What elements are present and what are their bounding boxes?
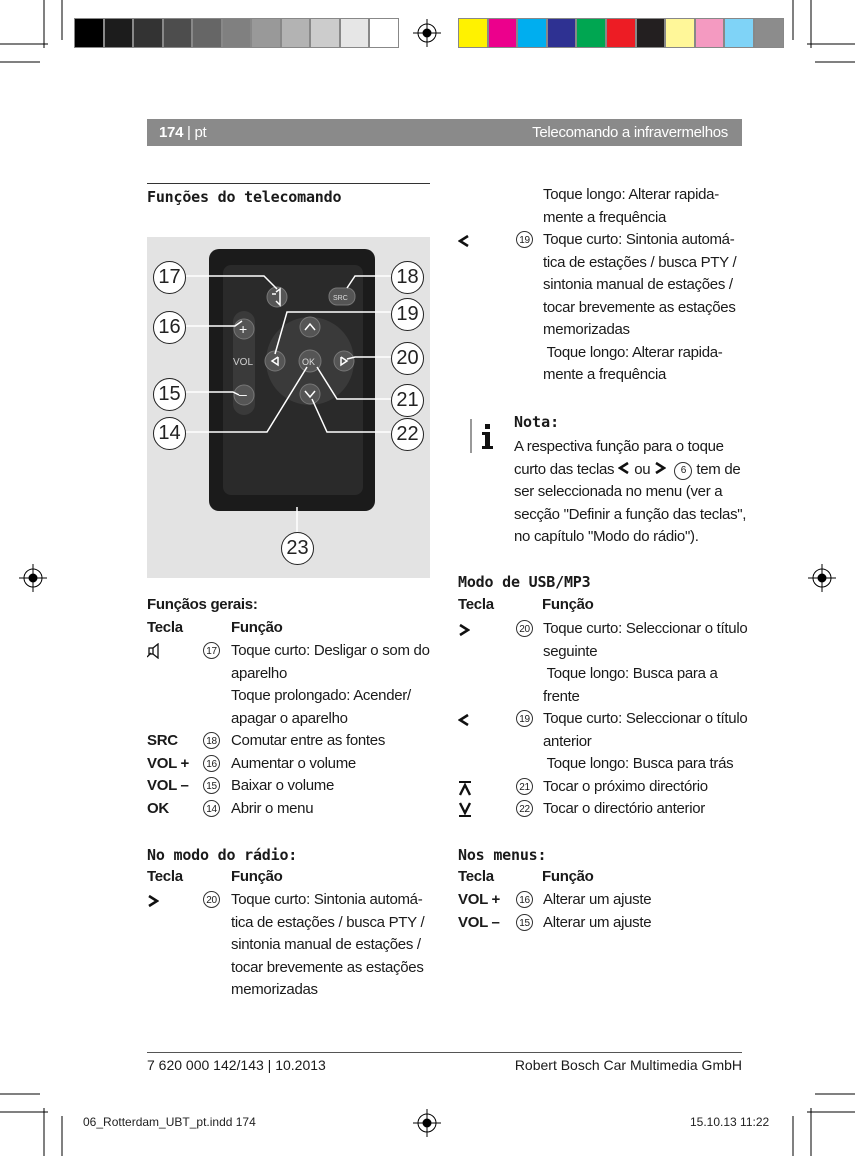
- row-text: frente: [543, 687, 580, 705]
- row-text: Tocar o directório anterior: [543, 800, 705, 817]
- row-key: VOL +: [458, 891, 500, 908]
- swatch: [163, 18, 193, 48]
- row-text: tica de estações / busca PTY /: [231, 913, 425, 931]
- row-key: [147, 893, 159, 916]
- row-number-circle: 16: [203, 755, 220, 772]
- callout-21: 21: [391, 384, 424, 417]
- row-number-circle: 15: [516, 914, 533, 931]
- svg-text:SRC: SRC: [333, 295, 348, 302]
- row-text: sintonia manual de estações /: [543, 276, 733, 293]
- row-text: Toque longo: Alterar rapida-: [543, 186, 719, 203]
- note-line: A respectiva função para o toque: [514, 438, 724, 455]
- row-text: mente a frequência: [543, 208, 667, 226]
- right-key-icon: [654, 460, 666, 483]
- callout-18: 18: [391, 261, 424, 294]
- table-row: [458, 798, 748, 821]
- svg-text:–: –: [239, 386, 247, 402]
- usb-title: Modo de USB/MP3: [458, 573, 591, 591]
- table-row: [458, 184, 748, 229]
- row-text: Toque curto: Sintonia automá-: [543, 231, 735, 248]
- row-text: Aumentar o volume: [231, 754, 356, 772]
- table-row: [147, 889, 437, 1002]
- table-row: [147, 753, 437, 776]
- slug-date: 15.10.13 11:22: [690, 1115, 770, 1129]
- row-text: Toque curto: Sintonia automá-: [231, 891, 423, 908]
- footer-company: Robert Bosch Car Multimedia GmbH: [514, 1057, 742, 1073]
- callout-14: 14: [153, 417, 186, 450]
- col-funcao: Função: [542, 596, 594, 613]
- general-title: Funçãos gerais:: [147, 596, 258, 613]
- callout-23: 23: [281, 532, 314, 565]
- swatch: [104, 18, 134, 48]
- row-text: Toque curto: Desligar o som do: [231, 642, 430, 659]
- row-text: seguinte: [543, 642, 598, 660]
- down-button: [300, 384, 320, 404]
- row-text: anterior: [543, 732, 592, 750]
- note-text: curto das teclas: [514, 460, 615, 478]
- table-row: [147, 730, 437, 753]
- callout-19: 19: [391, 298, 424, 331]
- note-line: [514, 459, 740, 483]
- row-text: Toque longo: Busca para trás: [543, 755, 734, 772]
- row-number-circle: 18: [203, 732, 220, 749]
- row-number-circle: 21: [516, 778, 533, 795]
- cmyk-color-bar: [458, 18, 784, 48]
- row-number-circle: 20: [203, 891, 220, 908]
- row-text: tocar brevemente as estações: [231, 958, 424, 976]
- row-number-circle: 17: [203, 642, 220, 659]
- swatch: [251, 18, 281, 48]
- col-tecla: Tecla: [458, 868, 494, 885]
- row-number-circle: 15: [203, 777, 220, 794]
- row-key: SRC: [147, 732, 178, 749]
- language-code: | pt: [183, 124, 207, 141]
- mute-icon: [147, 643, 163, 667]
- row-number-circle: 19: [516, 710, 533, 727]
- table-row: [458, 776, 748, 799]
- swatch: [547, 18, 577, 48]
- note-text: tem de: [696, 460, 741, 478]
- swatch: [724, 18, 754, 48]
- note-line: no capítulo "Modo do rádio").: [514, 528, 699, 545]
- row-text: Toque curto: Seleccionar o título: [543, 710, 748, 727]
- row-text: memorizadas: [231, 981, 318, 998]
- row-number-circle: 16: [516, 891, 533, 908]
- swatch: [695, 18, 725, 48]
- swatch: [192, 18, 222, 48]
- col-funcao: Função: [231, 619, 283, 636]
- row-key: [458, 233, 470, 256]
- row-text: Baixar o volume: [231, 777, 335, 794]
- swatch: [340, 18, 370, 48]
- callout-15: 15: [153, 378, 186, 411]
- table-row: [147, 798, 437, 821]
- col-funcao: Função: [542, 868, 594, 885]
- row-text: Abrir o menu: [231, 799, 314, 817]
- row-text: Toque prolongado: Acender/: [231, 687, 411, 704]
- note-title: Nota:: [514, 413, 560, 431]
- swatch: [458, 18, 488, 48]
- slug-file: 06_Rotterdam_UBT_pt.indd 174: [83, 1115, 256, 1129]
- vol-text: VOL: [233, 357, 254, 368]
- row-key: [458, 712, 470, 735]
- row-text: Alterar um ajuste: [543, 891, 652, 908]
- mute-button: [267, 287, 287, 307]
- row-key: VOL +: [147, 754, 189, 772]
- registration-mark-left: [19, 564, 47, 592]
- swatch: [665, 18, 695, 48]
- table-row: [458, 912, 748, 935]
- table-row: [458, 229, 748, 387]
- col-funcao: Função: [231, 868, 283, 885]
- row-number-circle: 19: [516, 231, 533, 248]
- row-key: OK: [147, 799, 169, 817]
- remote-control-photo: [147, 237, 430, 578]
- footer-rule: [147, 1052, 742, 1053]
- col-tecla: Tecla: [147, 868, 183, 885]
- footer-doc-number: 7 620 000 142/143 | 10.2013: [147, 1057, 326, 1073]
- page-header: [147, 119, 742, 146]
- svg-text:+: +: [239, 321, 248, 337]
- row-key: VOL –: [147, 777, 189, 794]
- row-text: aparelho: [231, 664, 287, 682]
- row-number-circle: 22: [516, 800, 533, 817]
- callout-20: 20: [391, 342, 424, 375]
- row-text: sintonia manual de estações /: [231, 936, 421, 953]
- note-text: ou: [634, 460, 651, 478]
- row-text: tocar brevemente as estações: [543, 298, 736, 316]
- note-line: secção "Definir a função das teclas",: [514, 505, 747, 523]
- row-text: tica de estações / busca PTY /: [543, 253, 737, 271]
- menus-title: Nos menus:: [458, 846, 547, 864]
- registration-mark-right: [808, 564, 836, 592]
- page-number: 174: [159, 124, 184, 141]
- up-button: [300, 317, 320, 337]
- row-text: Toque longo: Busca para a: [543, 665, 718, 682]
- row-text: Toque longo: Alterar rapida-: [543, 343, 723, 361]
- section-rule: [147, 183, 430, 184]
- swatch: [222, 18, 252, 48]
- swatch: [517, 18, 547, 48]
- right-button: [334, 351, 354, 371]
- row-number-circle: 20: [516, 620, 533, 637]
- swatch: [369, 18, 399, 48]
- swatch: [74, 18, 104, 48]
- row-text: apagar o aparelho: [231, 709, 348, 727]
- callout-17: 17: [153, 261, 186, 294]
- chapter-title: Telecomando a infravermelhos: [532, 124, 728, 141]
- swatch: [606, 18, 636, 48]
- left-key-icon: [618, 460, 630, 483]
- col-tecla: Tecla: [458, 596, 494, 613]
- table-row: [458, 618, 748, 708]
- note-line: ser seleccionada no menu (ver a: [514, 483, 723, 500]
- row-text: Tocar o próximo directório: [543, 777, 708, 795]
- table-row: [147, 775, 437, 798]
- radio-title: No modo do rádio:: [147, 846, 298, 864]
- swatch: [636, 18, 666, 48]
- swatch: [310, 18, 340, 48]
- registration-mark-top: [413, 19, 441, 47]
- swatch: [754, 18, 784, 48]
- row-text: Toque curto: Seleccionar o título: [543, 620, 748, 637]
- row-text: memorizadas: [543, 321, 630, 338]
- callout-22: 22: [391, 418, 424, 451]
- swatch: [576, 18, 606, 48]
- row-key: VOL –: [458, 913, 500, 931]
- row-text: Alterar um ajuste: [543, 913, 652, 931]
- info-icon: [470, 417, 504, 455]
- table-row: [458, 708, 748, 776]
- swatch: [281, 18, 311, 48]
- row-key: [458, 622, 470, 645]
- table-row: [458, 889, 748, 912]
- row-text: mente a frequência: [543, 366, 667, 383]
- col-tecla: Tecla: [147, 619, 183, 636]
- callout-16: 16: [153, 311, 186, 344]
- swatch: [133, 18, 163, 48]
- row-number-circle: 14: [203, 800, 220, 817]
- swatch: [488, 18, 518, 48]
- section-title: Funções do telecomando: [147, 188, 342, 206]
- table-row: [147, 640, 437, 730]
- row-text: Comutar entre as fontes: [231, 732, 386, 749]
- note-number-circle: 6: [674, 462, 692, 480]
- gray-color-bar: [74, 18, 399, 48]
- svg-text:OK: OK: [302, 357, 316, 367]
- row-key: [458, 802, 472, 826]
